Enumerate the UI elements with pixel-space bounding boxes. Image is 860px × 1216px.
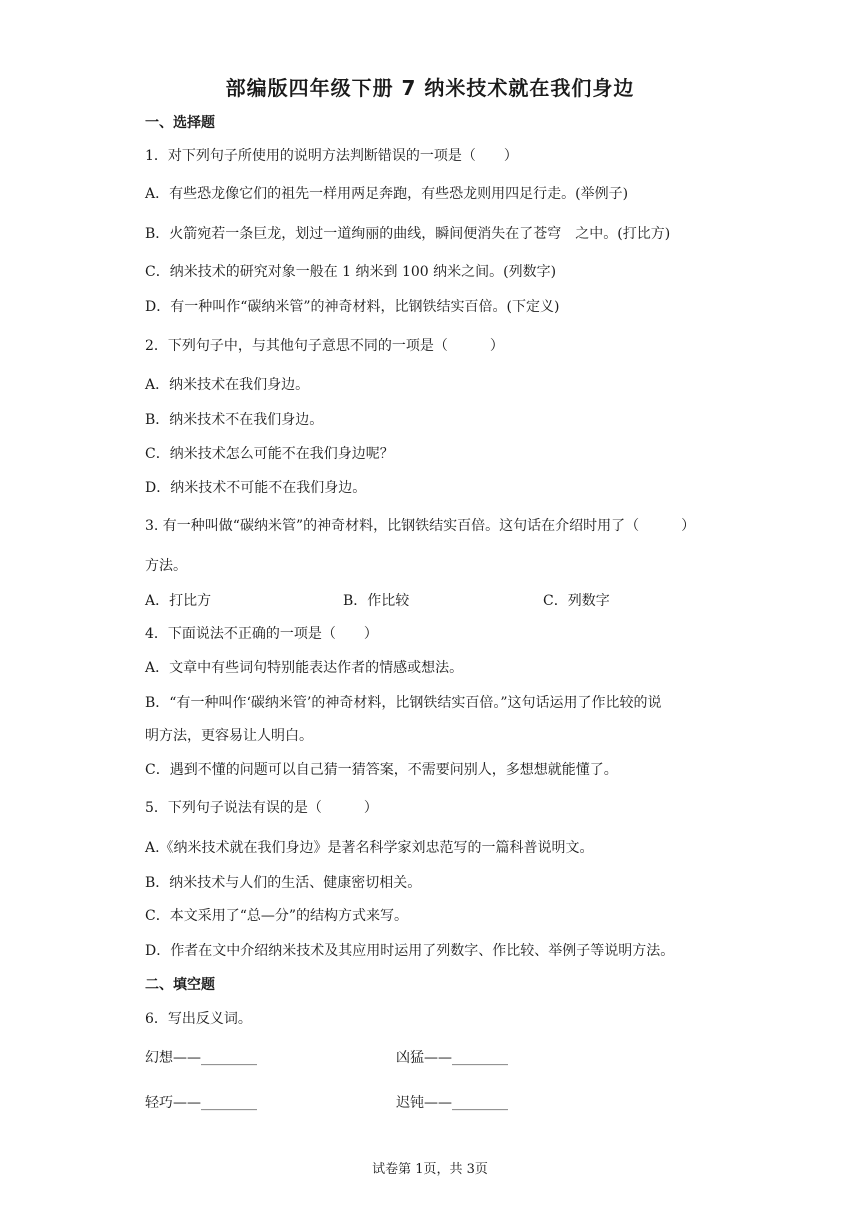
question-5-option-a: A.《纳米技术就在我们身边》是著名科学家刘忠范写的一篇科普说明文。 — [145, 840, 594, 856]
question-2-option-d: D．纳米技术不可能不在我们身边。 — [145, 480, 367, 496]
question-5-option-d: D．作者在文中介绍纳米技术及其应用时运用了列数字、作比较、举例子等说明方法。 — [145, 943, 675, 959]
page-title: 部编版四年级下册 7 纳米技术就在我们身边 — [225, 76, 635, 100]
question-1-option-a: A．有些恐龙像它们的祖先一样用两足奔跑，有些恐龙则用四足行走。(举例子) — [145, 186, 629, 202]
antonym-blank-2[interactable]: 凶猛——________ — [396, 1050, 508, 1066]
question-3-option-c: C．列数字 — [543, 593, 610, 609]
question-4-option-b-cont: 明方法，更容易让人明白。 — [145, 728, 313, 744]
question-2-option-b: B．纳米技术不在我们身边。 — [145, 412, 324, 428]
question-1-option-b: B．火箭宛若一条巨龙，划过一道绚丽的曲线，瞬间便消失在了苍穹 之中。(打比方) — [145, 226, 671, 242]
question-3-option-a: A．打比方 — [145, 593, 212, 609]
question-1-stem: 1．对下列句子所使用的说明方法判断错误的一项是（ ） — [145, 148, 518, 164]
antonym-blank-4[interactable]: 迟钝——________ — [396, 1095, 508, 1111]
page-footer: 试卷第 1页，共 3页 — [372, 1162, 488, 1177]
antonym-blank-1[interactable]: 幻想——________ — [145, 1050, 257, 1066]
question-2-option-c: C．纳米技术怎么可能不在我们身边呢？ — [145, 446, 394, 462]
question-5-stem: 5．下列句子说法有误的是（ ） — [145, 800, 378, 816]
question-6-stem: 6．写出反义词。 — [145, 1011, 252, 1027]
question-5-option-c: C．本文采用了“总—分”的结构方式来写。 — [145, 908, 409, 924]
question-3-stem-cont: 方法。 — [145, 558, 187, 574]
question-2-option-a: A．纳米技术在我们身边。 — [145, 377, 310, 393]
question-4-stem: 4．下面说法不正确的一项是（ ） — [145, 626, 378, 642]
section-heading-fill: 二、填空题 — [145, 977, 215, 993]
antonym-blank-3[interactable]: 轻巧——________ — [145, 1095, 257, 1111]
question-1-option-c: C．纳米技术的研究对象一般在 1 纳米到 100 纳米之间。(列数字) — [145, 264, 557, 280]
section-heading-choice: 一、选择题 — [145, 115, 215, 131]
question-1-option-d: D．有一种叫作“碳纳米管”的神奇材料，比钢铁结实百倍。(下定义) — [145, 299, 560, 315]
question-4-option-c: C．遇到不懂的问题可以自己猜一猜答案，不需要问别人，多想想就能懂了。 — [145, 762, 618, 778]
question-3-option-b: B．作比较 — [343, 593, 410, 609]
question-4-option-a: A．文章中有些词句特别能表达作者的情感或想法。 — [145, 660, 464, 676]
question-4-option-b: B．“有一种叫作‘碳纳米管’的神奇材料，比钢铁结实百倍。”这句话运用了作比较的说 — [145, 695, 662, 711]
question-2-stem: 2．下列句子中，与其他句子意思不同的一项是（ ） — [145, 338, 504, 354]
question-5-option-b: B．纳米技术与人们的生活、健康密切相关。 — [145, 875, 422, 891]
question-3-stem: 3. 有一种叫做“碳纳米管”的神奇材料，比钢铁结实百倍。这句话在介绍时用了（ ） — [145, 518, 696, 534]
